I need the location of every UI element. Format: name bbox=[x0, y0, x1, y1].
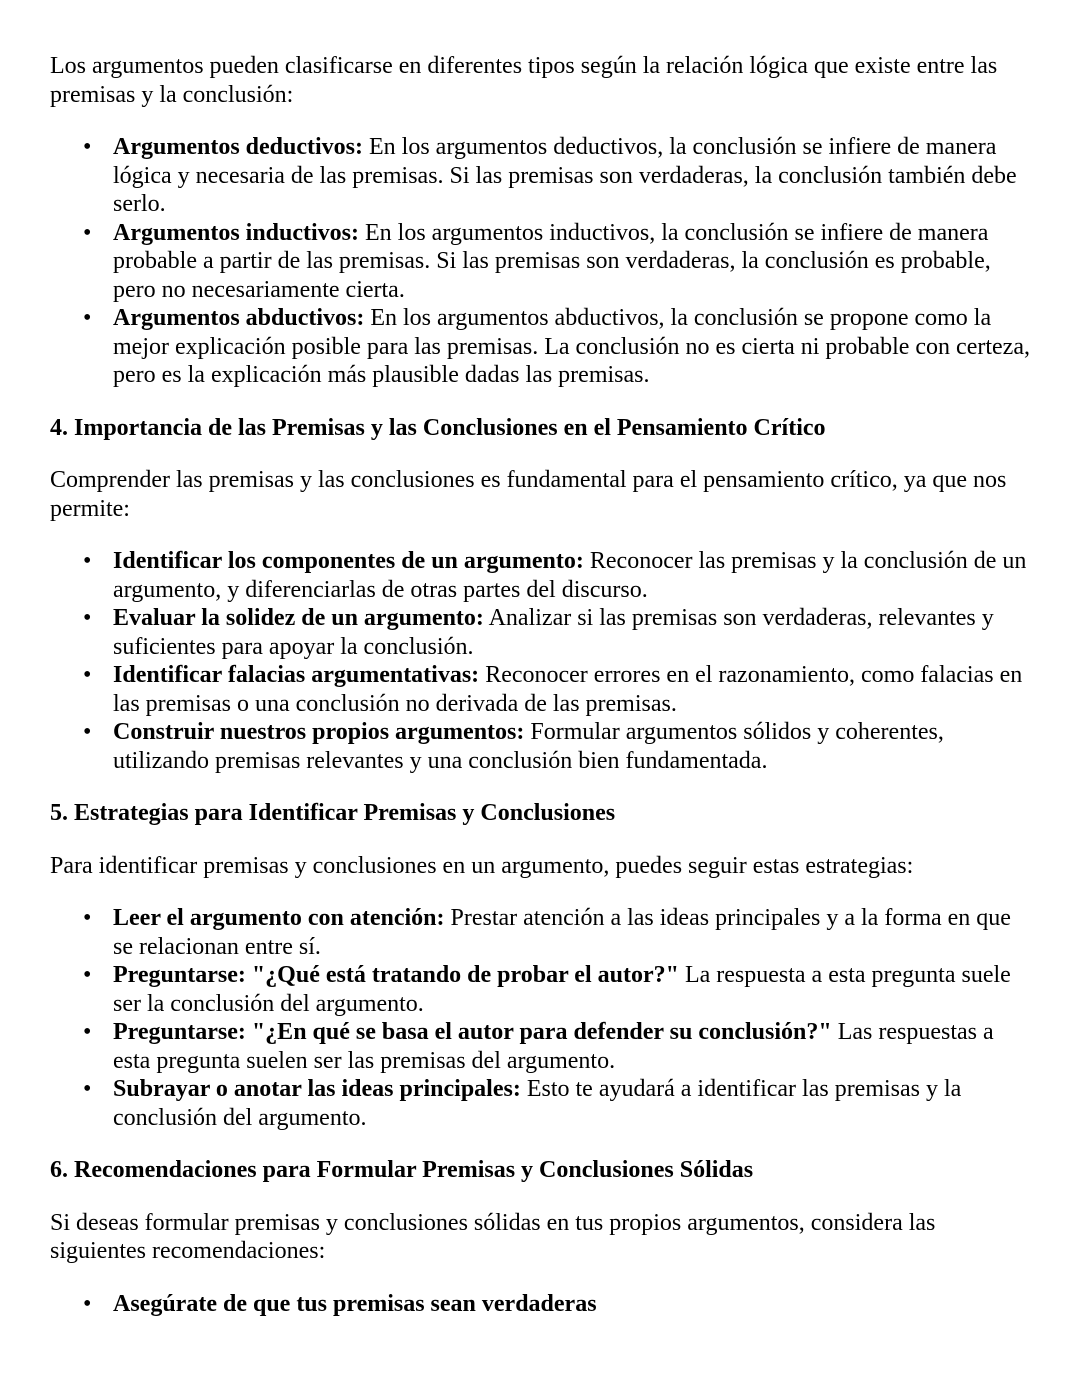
list-item bbox=[113, 304, 1032, 390]
section-5-intro: Para identificar premisas y conclusiones en un argumento, puedes seguir estas estrategias: bbox=[50, 852, 914, 879]
list-item-text: Formular argumentos sólidos y coherentes, utilizando premisas relevantes y una conclusión bien fundamentada. bbox=[113, 719, 944, 774]
list-item-term: Construir nuestros propios argumentos: bbox=[113, 719, 525, 745]
list-item-term: Identificar falacias argumentativas: bbox=[113, 662, 480, 688]
list-item-term: Argumentos deductivos: bbox=[113, 134, 363, 160]
list-item bbox=[113, 961, 1032, 1018]
list-item-term: Preguntarse: "¿Qué está tratando de probar el autor?" bbox=[113, 962, 679, 988]
list-item-text: Prestar atención a las ideas principales y a la forma en que se relacionan entre sí. bbox=[113, 905, 1011, 960]
list-item bbox=[113, 1018, 1032, 1075]
list-item-term: Argumentos abductivos: bbox=[113, 305, 365, 331]
section-4-list bbox=[50, 547, 1032, 775]
list-item-term: Identificar los componentes de un argumento: bbox=[113, 548, 584, 574]
list-item-term: Preguntarse: "¿En qué se basa el autor para defender su conclusión?" bbox=[113, 1019, 832, 1045]
list-item bbox=[113, 904, 1032, 961]
list-item-text: En los argumentos abductivos, la conclusión se propone como la mejor explicación posible para las premisas. La conclusión no es cierta ni probable con certeza, pero es la explicación más plausible dadas las premisas. bbox=[113, 305, 1030, 388]
list-item bbox=[113, 133, 1032, 219]
list-item-text: La respuesta a esta pregunta suele ser la conclusión del argumento. bbox=[113, 962, 1011, 1017]
section-4-heading: 4. Importancia de las Premisas y las Conclusiones en el Pensamiento Crítico bbox=[50, 414, 826, 441]
intro-paragraph: Los argumentos pueden clasificarse en diferentes tipos según la relación lógica que existe entre las premisas y la conclusión: bbox=[50, 53, 998, 108]
section-4-intro: Comprender las premisas y las conclusiones es fundamental para el pensamiento crítico, ya que nos permite: bbox=[50, 467, 1007, 522]
section-5-heading: 5. Estrategias para Identificar Premisas y Conclusiones bbox=[50, 800, 616, 826]
list-item-term: Leer el argumento con atención: bbox=[113, 905, 445, 931]
list-item-text: Esto te ayudará a identificar las premisas y la conclusión del argumento. bbox=[113, 1076, 962, 1131]
list-item bbox=[113, 1075, 1032, 1132]
list-item-text: En los argumentos inductivos, la conclusión se infiere de manera probable a partir de las premisas. Si las premisas son verdaderas, la conclusión es probable, pero no necesariamente cierta. bbox=[113, 219, 991, 303]
section-6-heading: 6. Recomendaciones para Formular Premisas y Conclusiones Sólidas bbox=[50, 1157, 754, 1183]
list-item bbox=[113, 219, 1032, 305]
list-item bbox=[113, 661, 1032, 718]
list-item-term: Argumentos inductivos: bbox=[113, 219, 360, 246]
list-item-term: Asegúrate de que tus premisas sean verdaderas bbox=[113, 1290, 597, 1317]
list-item-text: En los argumentos deductivos, la conclusión se infiere de manera lógica y necesaria de las premisas. Si las premisas son verdaderas, la conclusión también debe serlo. bbox=[113, 134, 1017, 217]
list-item bbox=[113, 1290, 1032, 1319]
section-6-list bbox=[50, 1290, 1032, 1319]
list-item bbox=[113, 718, 1032, 775]
section-6-intro: Si deseas formular premisas y conclusiones sólidas en tus propios argumentos, considera las siguientes recomendaciones: bbox=[50, 1209, 936, 1264]
list-item bbox=[113, 547, 1032, 604]
argument-types-list bbox=[50, 133, 1032, 390]
list-item-text: Reconocer las premisas y la conclusión de un argumento, y diferenciarlas de otras partes del discurso. bbox=[113, 548, 1027, 603]
section-5-list bbox=[50, 904, 1032, 1132]
list-item-text: Reconocer errores en el razonamiento, como falacias en las premisas o una conclusión no derivada de las premisas. bbox=[113, 662, 1023, 717]
list-item-term: Evaluar la solidez de un argumento: bbox=[113, 605, 484, 631]
list-item-text: Analizar si las premisas son verdaderas, relevantes y suficientes para apoyar la conclusión. bbox=[113, 605, 994, 660]
list-item-text: Las respuestas a esta pregunta suelen ser las premisas del argumento. bbox=[113, 1019, 994, 1074]
list-item bbox=[113, 604, 1032, 661]
list-item-term: Subrayar o anotar las ideas principales: bbox=[113, 1076, 521, 1102]
